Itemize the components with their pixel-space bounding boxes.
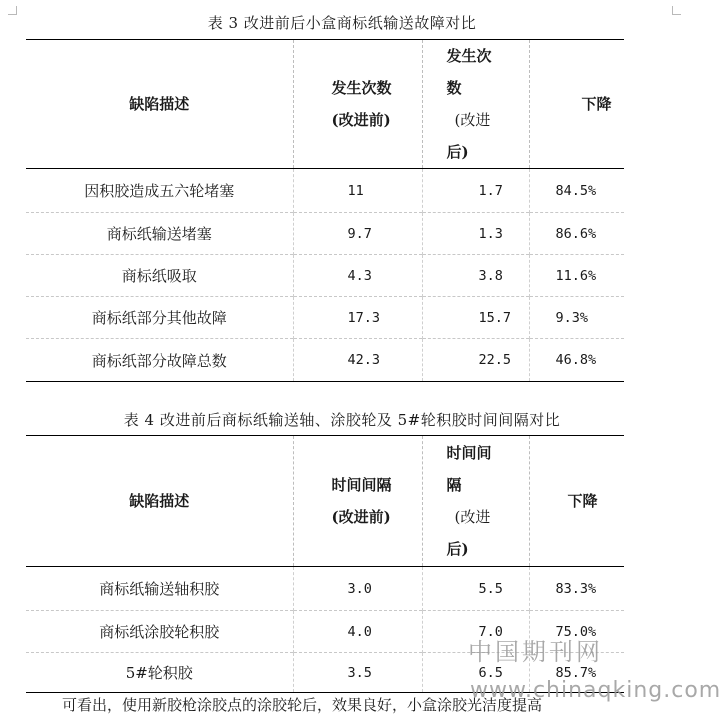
- table-row: [26, 169, 624, 213]
- table4-header-defect: 缺陷描述: [26, 436, 293, 567]
- row-drop: 75.0%: [529, 611, 624, 653]
- table4-header-row: [26, 436, 624, 567]
- row-desc: 商标纸部分故障总数: [26, 339, 293, 382]
- row-before: 4.3: [293, 255, 422, 297]
- table3-header-drop: 下降: [529, 40, 624, 169]
- row-drop: 83.3%: [529, 567, 624, 611]
- row-after: 5.5: [422, 567, 529, 611]
- table-row: [26, 255, 624, 297]
- row-before: 9.7: [293, 213, 422, 255]
- row-desc: 商标纸输送堵塞: [26, 213, 293, 255]
- watermark-url: www.chinaqking.com: [470, 678, 721, 703]
- row-desc: 5#轮积胶: [26, 653, 293, 693]
- row-after: 1.3: [422, 213, 529, 255]
- row-before: 3.0: [293, 567, 422, 611]
- row-desc: 因积胶造成五六轮堵塞: [84, 182, 235, 200]
- table-row: [26, 339, 624, 382]
- table4-caption: 表 4 改进前后商标纸输送轴、涂胶轮及 5#轮积胶时间间隔对比: [123, 411, 561, 429]
- table3-caption: 表 3 改进前后小盒商标纸输送故障对比: [207, 14, 477, 32]
- table3: [26, 39, 624, 382]
- row-after: 3.8: [422, 255, 529, 297]
- table-row: [26, 297, 624, 339]
- row-before: 42.3: [293, 339, 422, 382]
- table4-header-drop: 下降: [529, 436, 624, 567]
- row-before: 17.3: [293, 297, 422, 339]
- row-desc: 商标纸涂胶轮积胶: [26, 611, 293, 653]
- row-after: 1.7: [422, 169, 529, 213]
- table3-header-after: 发生次 数 (改进 后): [422, 40, 529, 169]
- row-after: 15.7: [422, 297, 529, 339]
- row-before: 4.0: [293, 611, 422, 653]
- row-desc: 商标纸吸取: [26, 255, 293, 297]
- body-paragraph-fragment: 可看出，使用新胶枪涂胶点的涂胶轮后，效果良好，小盒涂胶光洁度提高: [62, 696, 543, 714]
- table3-header-row: [26, 40, 624, 169]
- row-after: 22.5: [422, 339, 529, 382]
- row-after: 7.0: [422, 611, 529, 653]
- table4-header-before: 时间间隔 (改进前): [293, 436, 422, 567]
- row-before: 11: [293, 169, 422, 213]
- row-desc: 商标纸输送轴积胶: [99, 580, 220, 598]
- row-desc: 商标纸部分其他故障: [26, 297, 293, 339]
- row-after: 6.5: [422, 653, 529, 693]
- watermark-title: 中国期刊网: [468, 638, 603, 666]
- table-row: [26, 567, 624, 611]
- table4-header-after: 时间间 隔 (改进 后): [422, 436, 529, 567]
- row-before: 3.5: [293, 653, 422, 693]
- row-drop: 86.6%: [529, 213, 624, 255]
- table3-header-defect: 缺陷描述: [26, 40, 293, 169]
- row-drop: 85.7%: [529, 653, 624, 693]
- row-drop: 46.8%: [529, 339, 624, 382]
- row-drop: 84.5%: [529, 169, 624, 213]
- table3-header-before: 发生次数 (改进前): [293, 40, 422, 169]
- row-drop: 11.6%: [529, 255, 624, 297]
- row-drop: 9.3%: [529, 297, 624, 339]
- table-row: [26, 213, 624, 255]
